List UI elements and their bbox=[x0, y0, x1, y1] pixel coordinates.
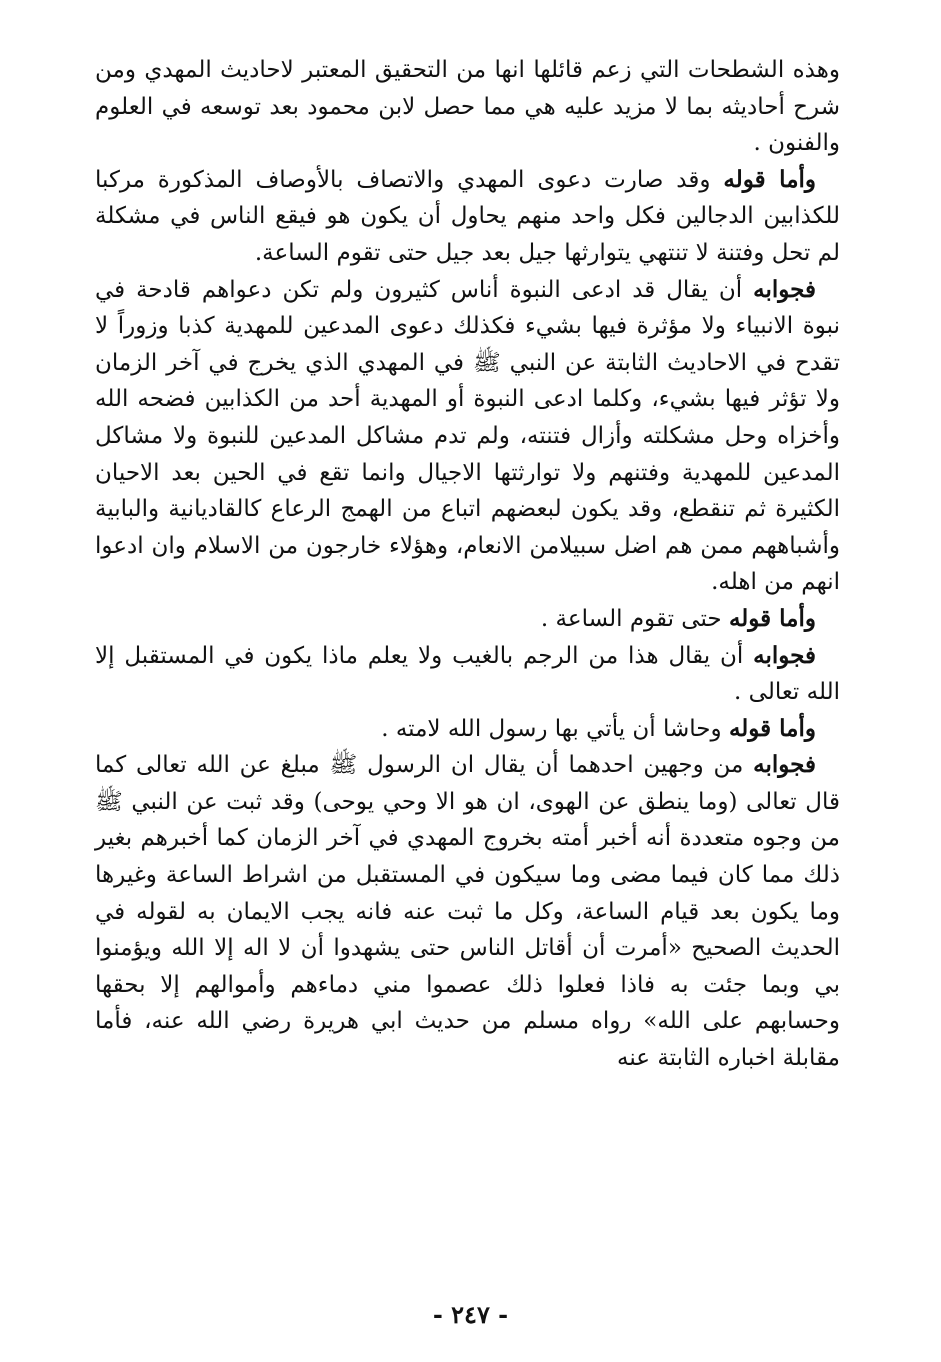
paragraph-7 bbox=[95, 747, 840, 1076]
paragraph-6-lead: وأما قوله bbox=[728, 714, 816, 742]
paragraph-7-lead: فجوابه bbox=[753, 751, 816, 779]
page-number: - ٢٤٧ - bbox=[432, 1300, 509, 1329]
paragraph-4-lead: وأما قوله bbox=[728, 604, 816, 632]
page-body bbox=[95, 52, 840, 1292]
paragraph-4 bbox=[95, 601, 840, 638]
paragraph-2-text: وقد صارت دعوى المهدي والاتصاف بالأوصاف المذكورة مركبا للكذابين الدجالين فكل واحد منهم يحاول أن يكون هو فيقع الناس في مشكلة لم تحل وفتنة لا تنتهي يتوارثها جيل بعد جيل حتى تقوم الساعة. bbox=[95, 166, 840, 266]
paragraph-3-lead: فجوابه bbox=[753, 275, 816, 303]
paragraph-1-text: وهذه الشطحات التي زعم قائلها انها من التحقيق المعتبر لاحاديث المهدي ومن شرح أحاديثه بما لا مزيد عليه هي مما حصل لابن محمود بعد توسعه في العلوم والفنون . bbox=[95, 57, 840, 157]
paragraph-7-text: من وجهين احدهما أن يقال ان الرسول ﷺ مبلغ عن الله تعالى كما قال تعالى (وما ينطق عن الهوى، ان هو الا وحي يوحى) وقد ثبت عن النبي ﷺ من وجوه متعددة أنه أخبر أمته بخروج المهدي في آخر الزمان كما أخبرهم بغير ذلك مما كان فيما مضى وما سيكون في المستقبل من اشراط الساعة وغيرها وما يكون بعد قيام الساعة، وكل ما ثبت عنه فانه يجب الايمان به لقوله في الحديث الصحيح «أمرت أن أقاتل الناس حتى يشهدوا أن لا اله إلا الله ويؤمنوا بي وبما جئت به فاذا فعلوا ذلك عصموا مني دماءهم وأموالهم إلا بحقها وحسابهم على الله» رواه مسلم من حديث ابي هريرة رضي الله عنه، فأما مقابلة اخباره الثابتة عنه bbox=[95, 752, 840, 1072]
paragraph-5-lead: فجوابه bbox=[753, 641, 816, 669]
paragraph-3-text: أن يقال قد ادعى النبوة أناس كثيرون ولم تكن دعواهم قادحة في نبوة الانبياء ولا مؤثرة فيها بشيء فكذلك دعوى المدعين للمهدية كذبا وزوراً لا تقدح في الاحاديث الثابتة عن النبي ﷺ في المهدي الذي يخرج في آخر الزمان ولا تؤثر فيها بشيء، وكلما ادعى النبوة أو المهدية أحد من الكذابين فضحه الله وأخزاه وحل مشكلته وأزال فتنته، ولم تدم مشاكل المدعين للنبوة ولا مشاكل المدعين للمهدية وفتنهم ولا توارثتها الاجيال وانما تقع في الحين بعد الاحيان الكثيرة ثم تنقطع، وقد يكون لبعضهم اتباع من الهمج الرعاع كالقاديانية والبابية وأشباههم ممن هم اضل سبيلامن الانعام، وهؤلاء خارجون من الاسلام وان ادعوا انهم من اهله. bbox=[95, 276, 841, 596]
paragraph-2 bbox=[95, 162, 840, 272]
paragraph-3 bbox=[95, 272, 840, 601]
paragraph-6 bbox=[95, 711, 840, 748]
paragraph-2-lead: وأما قوله bbox=[723, 165, 817, 193]
paragraph-5 bbox=[95, 638, 840, 711]
paragraph-5-text: أن يقال هذا من الرجم بالغيب ولا يعلم ماذا يكون في المستقبل إلا الله تعالى . bbox=[95, 642, 840, 706]
paragraph-6-text: وحاشا أن يأتي بها رسول الله لامته . bbox=[381, 715, 722, 742]
paragraph-4-text: حتى تقوم الساعة . bbox=[540, 605, 722, 632]
paragraph-1 bbox=[95, 52, 840, 162]
